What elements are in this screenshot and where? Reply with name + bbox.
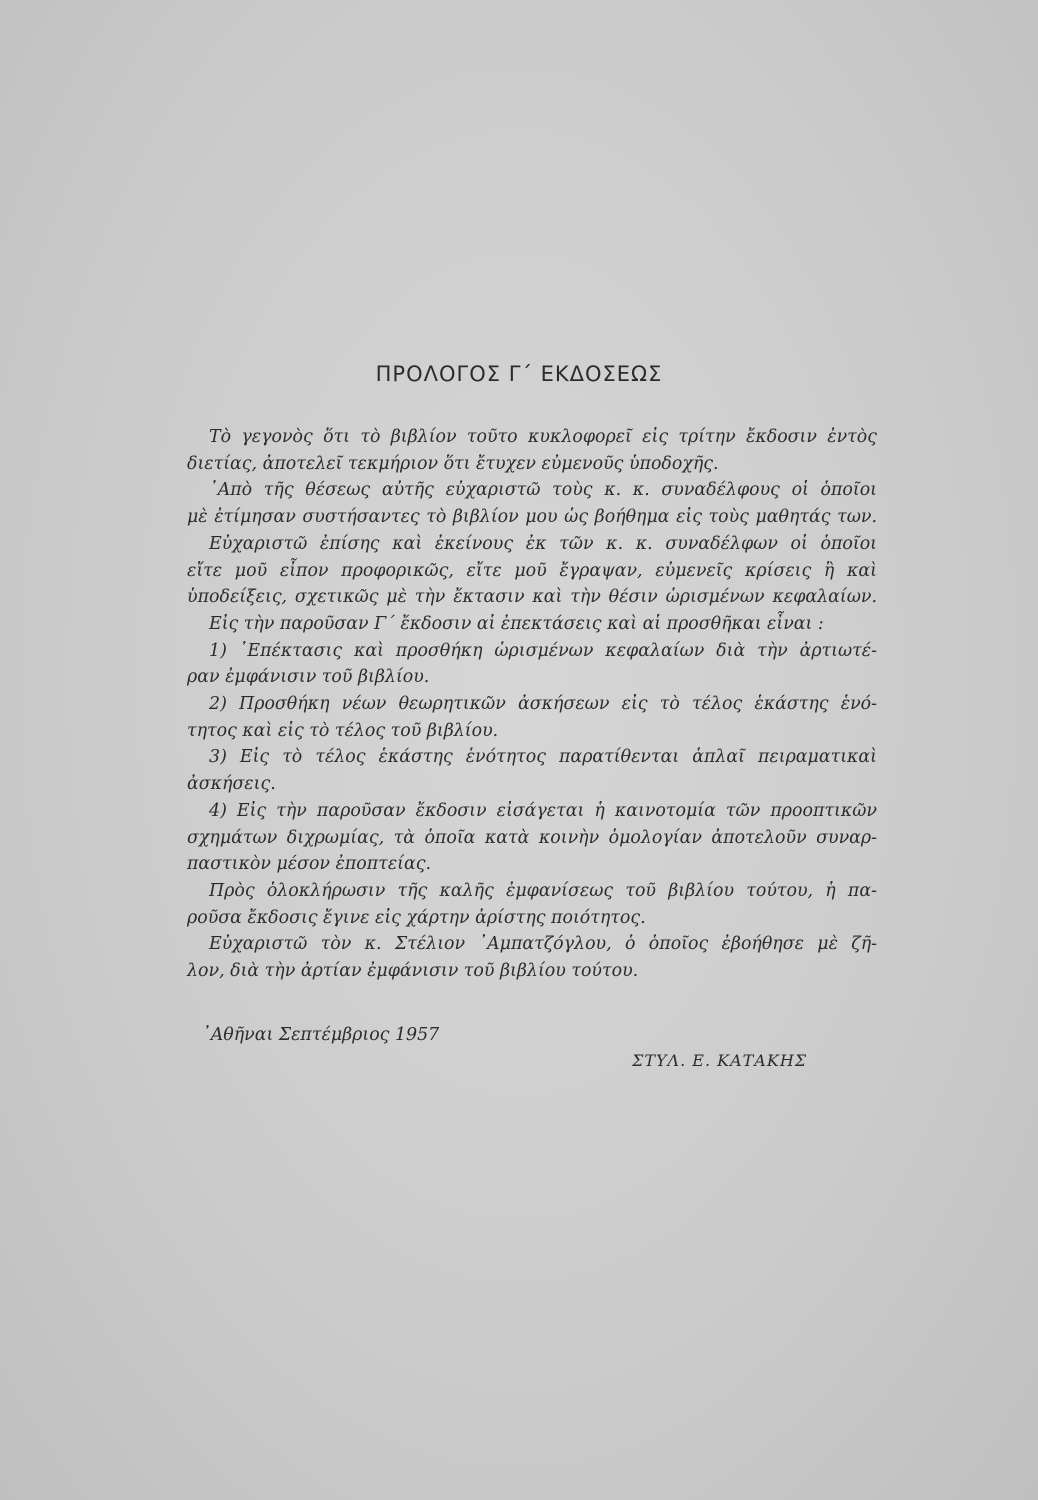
text-line: Πρὸς ὁλοκλήρωσιν τῆς καλῆς ἐμφανίσεως τοῦ βιβλίου τούτου, ἡ πα- bbox=[209, 880, 877, 901]
text-line: ὑποδείξεις, σχετικῶς μὲ τὴν ἔκτασιν καὶ τὴν θέσιν ὡρισμένων κεφαλαίων. bbox=[187, 587, 877, 608]
text-line: ἀσκήσεις. bbox=[187, 774, 276, 795]
text-line: 1) ᾽Επέκτασις καὶ προσθήκη ὡρισμένων κεφαλαίων διὰ τὴν ἀρτιωτέ- bbox=[209, 640, 877, 661]
text-line: Εὐχαριστῶ ἐπίσης καὶ ἐκείνους ἐκ τῶν κ. κ. συναδέλφων οἱ ὁποῖοι bbox=[209, 533, 877, 554]
text-line: παστικὸν μέσον ἐποπτείας. bbox=[187, 854, 431, 875]
text-line: μὲ ἐτίμησαν συστήσαντες τὸ βιβλίον μου ὡς βοήθημα εἰς τοὺς μαθητάς των. bbox=[187, 507, 877, 528]
text-line: διετίας, ἀποτελεῖ τεκμήριον ὅτι ἔτυχεν εὐμενοῦς ὑποδοχῆς. bbox=[187, 453, 719, 474]
text-line: εἴτε μοῦ εἶπον προφορικῶς, εἴτε μοῦ ἔγραψαν, εὐμενεῖς κρίσεις ἢ καὶ bbox=[187, 560, 877, 581]
page-title: ΠΡΟΛΟΓΟΣ Γ΄ ΕΚΔΟΣΕΩΣ bbox=[375, 362, 663, 386]
text-line: ᾽Απὸ τῆς θέσεως αὐτῆς εὐχαριστῶ τοὺς κ. κ. συναδέλφους οἱ ὁποῖοι bbox=[209, 480, 877, 501]
preface-body bbox=[187, 424, 877, 985]
text-line: 4) Εἰς τὴν παροῦσαν ἔκδοσιν εἰσάγεται ἡ καινοτομία τῶν προοπτικῶν bbox=[209, 800, 877, 821]
text-line: τητος καὶ εἰς τὸ τέλος τοῦ βιβλίου. bbox=[187, 720, 499, 741]
text-line: σχημάτων διχρωμίας, τὰ ὁποῖα κατὰ κοινὴν ὁμολογίαν ἀποτελοῦν συναρ- bbox=[187, 827, 877, 848]
text-line: Τὸ γεγονὸς ὅτι τὸ βιβλίον τοῦτο κυκλοφορεῖ εἰς τρίτην ἔκδοσιν ἐντὸς bbox=[209, 427, 877, 447]
text-line: ραν ἐμφάνισιν τοῦ βιβλίου. bbox=[187, 667, 430, 688]
text-line: 3) Εἰς τὸ τέλος ἑκάστης ἑνότητος παρατίθενται ἁπλαῖ πειραματικαὶ bbox=[209, 747, 877, 768]
text-line: λον, διὰ τὴν ἀρτίαν ἐμφάνισιν τοῦ βιβλίου τούτου. bbox=[187, 961, 639, 982]
text-line: Εὐχαριστῶ τὸν κ. Στέλιον ᾽Αμπατζόγλου, ὁ ὁποῖος ἐβοήθησε μὲ ζῆ- bbox=[209, 934, 877, 955]
place-date: ᾽Αθῆναι Σεπτέμβριος 1957 bbox=[202, 1025, 440, 1045]
author-signature: ΣΤΥΛ. Ε. ΚΑΤΑΚΗΣ bbox=[632, 1051, 808, 1070]
text-line: Εἰς τὴν παροῦσαν Γ΄ ἔκδοσιν αἱ ἐπεκτάσεις καὶ αἱ προσθῆκαι εἶναι : bbox=[209, 613, 824, 634]
text-line: 2) Προσθήκη νέων θεωρητικῶν ἀσκήσεων εἰς τὸ τέλος ἑκάστης ἑνό- bbox=[209, 694, 877, 715]
text-line: ροῦσα ἔκδοσις ἔγινε εἰς χάρτην ἀρίστης ποιότητος. bbox=[187, 907, 646, 928]
